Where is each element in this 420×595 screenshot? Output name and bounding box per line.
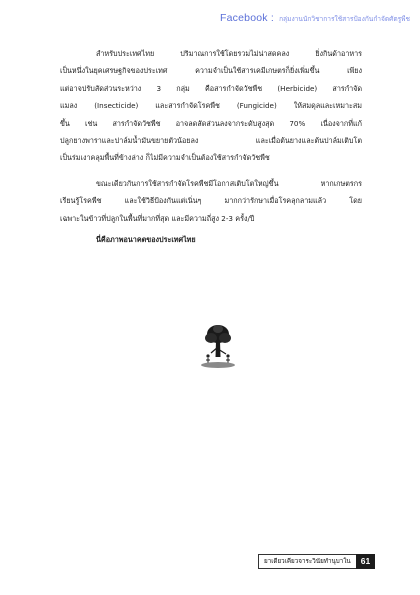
paragraph-line: ขณะเดียวกันการใช้สารกำจัดโรคพืชมีโอกาสเติบโตใหญ่ขึ้น หากเกษตรกร [96, 178, 362, 188]
paragraph-line: เฉพาะในข้าวที่ปลูกในพื้นที่มากที่สุด และมีความถี่สูง 2-3 ครั้ง/ปี [60, 213, 255, 223]
paragraph-line: สำหรับประเทศไทย ปริมาณการใช้โดยรวมไม่น่าสดคลง ยิ่งกินด้าอาหาร [96, 49, 362, 58]
group-name: กลุ่มงานนักวิชาการใช้สารป้องกันกำจัดศัตรูพืช [279, 15, 410, 23]
paragraph-line: เป็นร่มเงาคลุมพื้นที่ข้างล่าง ก็ไม่มีความจำเป็นต้องใช้สารกำจัดวัชพืช [60, 153, 270, 163]
paragraph-line: แต่อาจปรับสัดส่วนระหว่าง 3 กลุ่ม คือสารกำจัดวัชพืช (Herbicide) สารกำจัด [60, 83, 362, 93]
facebook-label: Facebook : [220, 12, 274, 24]
paragraph-line: ปลูกยางพาราและปาล์มน้ำมันขยายตัวน้อยลง และเมื่อต้นยางและต้นปาล์มเติบโต [60, 136, 362, 146]
paragraph-line: ขึ้น เช่น สารกำจัดวัชพืช อาจลดสัดส่วนลงจากระดับสูงสุด 70% เนื่องจากที่แก้ [60, 118, 362, 128]
page-number: 61 [356, 554, 375, 569]
paragraph-line: แมลง (Insecticide) และสารกำจัดโรคพืช (Fungicide) ให้สมดุลและเหมาะสม [60, 101, 362, 111]
tree-illustration-icon [196, 323, 240, 371]
paragraph-line: เป็นหนึ่งในยุคเศรษฐกิจของประเทศ ความจำเป็นใช้สารเคมีเกษตรก็ยิ่งเพิ่มขึ้น เพียง [60, 66, 362, 76]
page-footer [258, 554, 375, 569]
page-header [220, 6, 410, 25]
closing-note: นี่คือภาพอนาคตของประเทศไทย [96, 235, 196, 245]
paragraph-line: เรียนรู้โรคพืช และใช้วิธีป้องกันแต่เนิ่นๆ มากกว่ารักษาเมื่อโรคลุกลามแล้ว โดย [60, 196, 362, 206]
body-text [60, 45, 362, 248]
footer-book-title: ยาเดียวเคียวจาระวินัยทำนุบาใน [258, 554, 356, 569]
